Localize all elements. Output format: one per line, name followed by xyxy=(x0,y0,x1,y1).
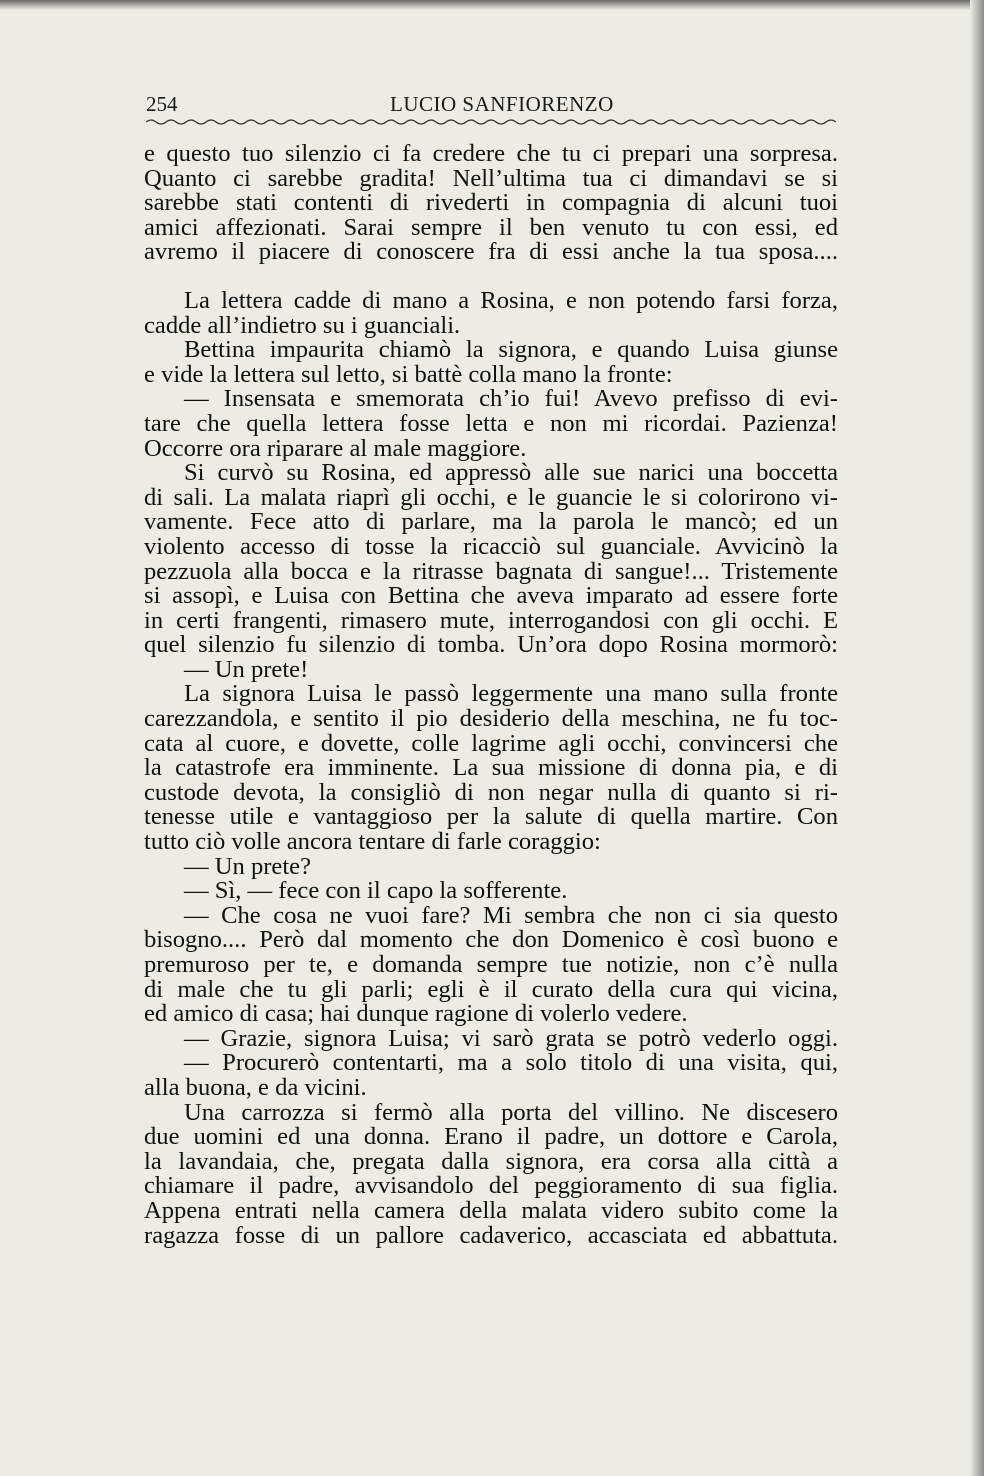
page-right-shadow xyxy=(970,0,984,1476)
text-line: La lettera cadde di mano a Rosina, e non potendo farsi forza, xyxy=(184,286,838,314)
text-line: pezzuola alla bocca e la ritrasse bagnata di sangue!... Tristemente xyxy=(144,557,838,585)
text-line: alla buona, e da vicini. xyxy=(144,1073,367,1101)
text-line: premuroso per te, e domanda sempre tue notizie, non c’è nulla xyxy=(144,951,838,978)
text-line: La signora Luisa le passò leggermente una mano sulla fronte xyxy=(184,680,838,708)
text-line: cadde all’indietro su i guanciali. xyxy=(144,311,461,339)
text-line: cata al cuore, e dovette, colle lagrime agli occhi, convincersi che xyxy=(144,729,838,757)
text-line: si assopì, e Luisa con Bettina che aveva imparato ad essere forte xyxy=(144,582,838,610)
text-line: di male che tu gli parli; egli è il curato della cura qui vicina, xyxy=(144,975,838,1003)
text-line: tenesse utile e vantaggioso per la salute di quella martire. Con xyxy=(144,803,838,831)
text-line: sarebbe stati contenti di rivederti in compagnia di alcuni tuoi xyxy=(144,189,838,217)
text-line: Appena entrati nella camera della malata videro subito come la xyxy=(144,1196,838,1224)
text-line: quel silenzio fu silenzio di tomba. Un’ora dopo Rosina mormorò: xyxy=(144,631,838,659)
text-line: — Procurerò contentarti, ma a solo titolo di una visita, qui, xyxy=(184,1049,838,1077)
text-line: — Un prete! xyxy=(184,655,309,683)
text-line: Bettina impaurita chiamò la signora, e quando Luisa giunse xyxy=(184,336,838,364)
text-line: e questo tuo silenzio ci fa credere che tu ci prepari una sorpresa. xyxy=(144,140,838,167)
text-line: Occorre ora riparare al male maggiore. xyxy=(144,434,527,462)
text-line: — Sì, — fece con il capo la sofferente. xyxy=(184,877,568,905)
text-line: due uomini ed una donna. Erano il padre, un dottore e Carola, xyxy=(144,1123,838,1151)
text-line: Una carrozza si fermò alla porta del villino. Ne discesero xyxy=(184,1098,838,1126)
text-line: Si curvò su Rosina, ed appressò alle sue narici una boccetta xyxy=(184,459,838,487)
text-line: la catastrofe era imminente. La sua missione di donna pia, e di xyxy=(144,754,838,782)
running-header xyxy=(146,92,836,126)
text-line: di sali. La malata riaprì gli occhi, e le guancie le si colorirono vi- xyxy=(144,483,838,511)
running-title: LUCIO SANFIORENZO xyxy=(390,92,614,116)
text-line: tutto ciò volle ancora tentare di farle coraggio: xyxy=(144,828,601,856)
text-line: — Un prete? xyxy=(184,852,312,880)
text-line: bisogno.... Però dal momento che don Domenico è così buono e xyxy=(144,926,838,954)
text-line: la lavandaia, che, pregata dalla signora, era corsa alla città a xyxy=(144,1147,838,1175)
text-line: tare che quella lettera fosse letta e non mi ricordai. Pazienza! xyxy=(144,409,838,437)
wavy-rule xyxy=(146,118,836,126)
text-line: custode devota, la consigliò di non negar nulla di quanto si ri- xyxy=(144,778,838,806)
text-line: e vide la lettera sul letto, si battè colla mano la fronte: xyxy=(144,360,673,388)
text-line: in certi frangenti, rimasero mute, interrogandosi con gli occhi. E xyxy=(144,606,838,634)
paragraph-gap xyxy=(144,265,838,289)
text-line: — Che cosa ne vuoi fare? Mi sembra che non ci sia questo xyxy=(184,901,838,929)
text-line: Quanto ci sarebbe gradita! Nell’ultima tua ci dimandavi se si xyxy=(144,164,838,192)
text-line: ragazza fosse di un pallore cadaverico, accasciata ed abbattuta. xyxy=(144,1221,838,1249)
text-line: violento accesso di tosse la ricacciò sul guanciale. Avvicinò la xyxy=(144,532,838,560)
page-top-shadow xyxy=(0,0,984,10)
text-line: — Insensata e smemorata ch’io fui! Avevo prefisso di evi- xyxy=(184,385,838,413)
page-number: 254 xyxy=(146,92,178,116)
body-text xyxy=(144,142,838,1248)
text-line: carezzandola, e sentito il pio desiderio della meschina, ne fu toc- xyxy=(144,705,838,733)
text-line: ed amico di casa; hai dunque ragione di volerlo vedere. xyxy=(144,1000,688,1028)
text-line: amici affezionati. Sarai sempre il ben venuto tu con essi, ed xyxy=(144,213,838,241)
text-line: chiamare il padre, avvisandolo del peggioramento di sua figlia. xyxy=(144,1172,838,1200)
text-line: avremo il piacere di conoscere fra di essi anche la tua sposa.... xyxy=(144,238,838,266)
text-line: — Grazie, signora Luisa; vi sarò grata se potrò vederlo oggi. xyxy=(184,1024,838,1052)
text-line: vamente. Fece atto di parlare, ma la parola le mancò; ed un xyxy=(144,508,838,536)
